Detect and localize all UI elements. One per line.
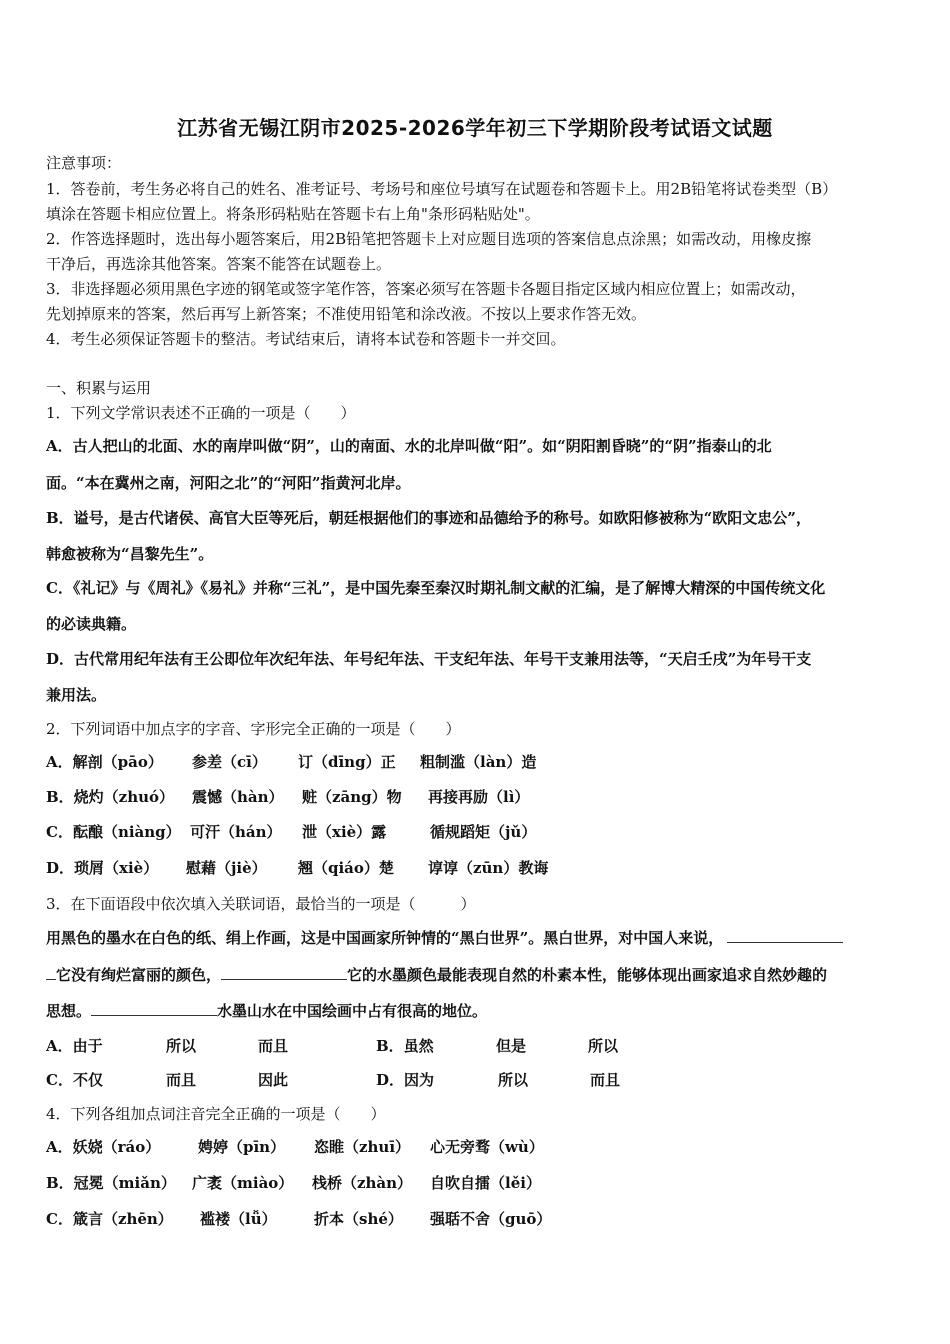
- notice-line: 2．作答选择题时，选出每小题答案后，用2B铅笔把答题卡上对应题目选项的答案信息点涂黑；如需改动，用橡皮擦: [46, 230, 812, 248]
- option-cell: 栈桥（zhàn）: [312, 1174, 413, 1192]
- question-stem: 1．下列文学常识表述不正确的一项是（ ）: [46, 404, 356, 422]
- option-cell: 翘（qiáo）楚: [298, 859, 394, 877]
- option-line: C．《礼记》与《周礼》《易礼》并称“三礼”，是中国先秦至秦汉时期礼制文献的汇编，是了解博大精深的中国传统文化: [46, 579, 826, 597]
- option-cell: 自吹自擂（lěi）: [430, 1174, 541, 1192]
- option-line: 的必读典籍。: [46, 615, 137, 633]
- option-cell: 所以: [588, 1037, 619, 1055]
- fill-blank: [221, 965, 347, 980]
- notice-line: 3．非选择题必须用黑色字迹的钢笔或签字笔作答，答案必须写在答题卡各题目指定区域内相应位置上；如需改动，: [46, 280, 806, 298]
- option-line: 面。“本在冀州之南，河阳之北”的“河阳”指黄河北岸。: [46, 474, 411, 492]
- option-cell: C．箴言（zhēn）: [46, 1210, 173, 1228]
- option-cell: A．由于: [46, 1037, 103, 1055]
- option-cell: D．琐屑（xiè）: [46, 859, 159, 877]
- notice-line: 先划掉原来的答案，然后再写上新答案；不准使用铅笔和涂改液。不按以上要求作答无效。: [46, 305, 647, 323]
- option-cell: D．因为: [376, 1071, 435, 1089]
- passage-text: 水墨山水在中国绘画中占有很高的地位。: [217, 1002, 488, 1020]
- notice-line: 干净后，再选涂其他答案。答案不能答在试题卷上。: [46, 255, 392, 273]
- question-stem: 3．在下面语段中依次填入关联词语，最恰当的一项是（ ）: [46, 895, 476, 913]
- fill-blank: [727, 928, 843, 943]
- option-line: A．古人把山的北面、水的南岸叫做“阴”，山的南面、水的北岸叫做“阳”。如“阴阳割昏晓”的“阴”指泰山的北: [46, 437, 772, 455]
- option-cell: 因此: [258, 1071, 289, 1089]
- option-cell: A．妖娆（ráo）: [46, 1138, 161, 1156]
- passage-line: [46, 964, 827, 985]
- notice-line: 填涂在答题卡相应位置上。将条形码粘贴在答题卡右上角"条形码粘贴处"。: [46, 205, 540, 223]
- option-cell: 粗制滥（làn）造: [420, 753, 537, 771]
- notice-line: 4．考生必须保证答题卡的整洁。考试结束后，请将本试卷和答题卡一并交回。: [46, 330, 566, 348]
- option-cell: 强聒不舍（guō）: [430, 1210, 552, 1228]
- option-cell: A．解剖（pāo）: [46, 753, 163, 771]
- option-cell: 参差（cī）: [192, 753, 267, 771]
- passage-text: 它没有绚烂富丽的颜色，: [56, 966, 222, 984]
- option-cell: 心无旁骛（wù）: [430, 1138, 544, 1156]
- passage-text: 用黑色的墨水在白色的纸、绢上作画，这是中国画家所钟情的“黑白世界”。黑白世界，对中国人来说，: [46, 929, 724, 947]
- option-cell: B．虽然: [376, 1037, 434, 1055]
- question-stem: 4．下列各组加点词注音完全正确的一项是（ ）: [46, 1105, 386, 1123]
- option-cell: 而且: [590, 1071, 621, 1089]
- option-line: D．古代常用纪年法有王公即位年次纪年法、年号纪年法、干支纪年法、年号干支兼用法等，“天启壬戌”为年号干支: [46, 650, 812, 668]
- passage-text: 思想。: [46, 1002, 92, 1020]
- option-cell: 循规蹈矩（jǔ）: [430, 823, 537, 841]
- question-stem: 2．下列词语中加点字的字音、字形完全正确的一项是（ ）: [46, 720, 461, 738]
- option-cell: 娉婷（pīn）: [198, 1138, 286, 1156]
- option-cell: 慰藉（jiè）: [186, 859, 267, 877]
- option-line: 韩愈被称为“昌黎先生”。: [46, 545, 214, 563]
- option-cell: 订（dīng）正: [298, 753, 396, 771]
- passage-line: [46, 1000, 487, 1021]
- fill-blank: [46, 965, 56, 980]
- section-heading: 一、积累与运用: [46, 379, 152, 397]
- notice-line: 1．答卷前，考生务必将自己的姓名、准考证号、考场号和座位号填写在试题卷和答题卡上。用2B铅笔将试卷类型（B）: [46, 180, 838, 198]
- option-cell: 而且: [166, 1071, 197, 1089]
- option-cell: 泄（xiè）露: [302, 823, 387, 841]
- option-cell: B．烧灼（zhuó）: [46, 788, 175, 806]
- option-cell: 但是: [496, 1037, 527, 1055]
- option-cell: 赃（zāng）物: [302, 788, 402, 806]
- passage-line: [46, 927, 843, 948]
- option-line: 兼用法。: [46, 686, 107, 704]
- passage-text: 它的水墨颜色最能表现自然的朴素本性，能够体现出画家追求自然妙趣的: [347, 966, 828, 984]
- option-cell: 广袤（miào）: [192, 1174, 294, 1192]
- option-cell: 震憾（hàn）: [192, 788, 284, 806]
- option-cell: 再接再励（lì）: [428, 788, 530, 806]
- option-cell: 谆谆（zūn）教诲: [428, 859, 549, 877]
- fill-blank: [91, 1001, 217, 1016]
- option-cell: 所以: [498, 1071, 529, 1089]
- option-cell: 折本（shé）: [314, 1210, 403, 1228]
- option-cell: 而且: [258, 1037, 289, 1055]
- option-cell: 恣睢（zhuī）: [314, 1138, 411, 1156]
- page-title: 江苏省无锡江阴市2025-2026学年初三下学期阶段考试语文试题: [177, 116, 773, 140]
- option-cell: 褴褛（lǚ）: [200, 1210, 277, 1228]
- notice-heading: 注意事项：: [46, 154, 122, 172]
- option-cell: C．不仅: [46, 1071, 103, 1089]
- option-cell: C．酝酿（niàng）: [46, 823, 181, 841]
- option-line: B．谥号，是古代诸侯、高官大臣等死后，朝廷根据他们的事迹和品德给予的称号。如欧阳修被称为“欧阳文忠公”，: [46, 509, 811, 527]
- option-cell: 可汗（hán）: [190, 823, 282, 841]
- option-cell: 所以: [166, 1037, 197, 1055]
- option-cell: B．冠冕（miǎn）: [46, 1174, 176, 1192]
